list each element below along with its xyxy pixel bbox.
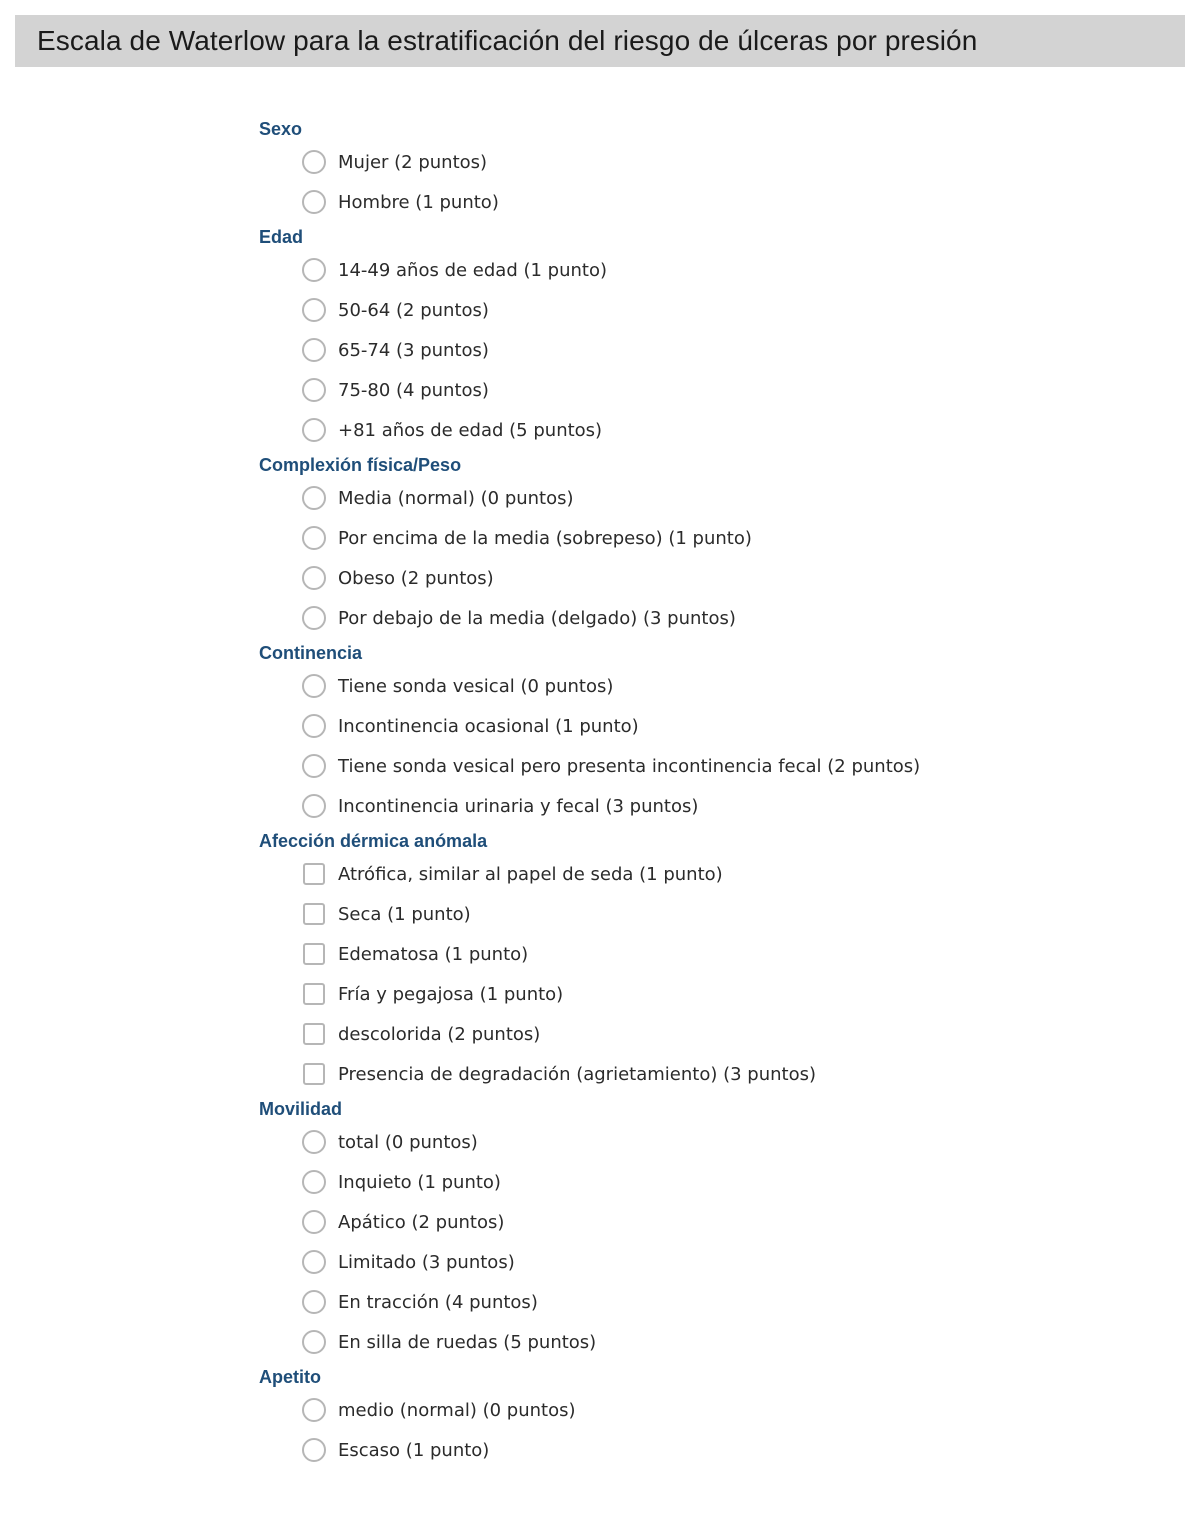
option-label: Tiene sonda vesical (0 puntos) — [338, 675, 614, 697]
option-label: Mujer (2 puntos) — [338, 151, 488, 173]
options-group — [259, 142, 1159, 222]
option-label: Inquieto (1 punto) — [338, 1171, 501, 1193]
checkbox-option[interactable] — [259, 1054, 1159, 1094]
radio-option[interactable] — [259, 250, 1159, 290]
option-label: Por debajo de la media (delgado) (3 puntos) — [338, 607, 736, 629]
section-heading: Sexo — [259, 119, 303, 139]
radio-option[interactable] — [259, 518, 1159, 558]
option-label: Media (normal) (0 puntos) — [338, 487, 574, 509]
option-label: Presencia de degradación (agrietamiento) (3 puntos) — [338, 1063, 816, 1085]
radio-option[interactable] — [259, 330, 1159, 370]
radio-option[interactable] — [259, 786, 1159, 826]
radio-button[interactable] — [302, 190, 326, 214]
radio-option[interactable] — [259, 290, 1159, 330]
section-heading: Afección dérmica anómala — [259, 831, 488, 851]
option-label: En tracción (4 puntos) — [338, 1291, 538, 1313]
checkbox[interactable] — [303, 1023, 325, 1045]
page-title: Escala de Waterlow para la estratificación del riesgo de úlceras por presión — [37, 25, 978, 56]
radio-button[interactable] — [302, 1170, 326, 1194]
radio-button[interactable] — [302, 1330, 326, 1354]
options-group — [259, 478, 1159, 638]
section-heading: Apetito — [259, 1367, 321, 1387]
section-apetito — [259, 1364, 1159, 1470]
radio-button[interactable] — [302, 1130, 326, 1154]
option-label: +81 años de edad (5 puntos) — [338, 419, 603, 441]
radio-option[interactable] — [259, 1122, 1159, 1162]
radio-option[interactable] — [259, 1430, 1159, 1470]
radio-button[interactable] — [302, 714, 326, 738]
option-label: descolorida (2 puntos) — [338, 1023, 541, 1045]
section-complexion-fisica-peso — [259, 452, 1159, 638]
option-label: medio (normal) (0 puntos) — [338, 1399, 576, 1421]
option-label: Fría y pegajosa (1 punto) — [338, 983, 564, 1005]
section-heading: Movilidad — [259, 1099, 343, 1119]
radio-option[interactable] — [259, 706, 1159, 746]
radio-option[interactable] — [259, 1322, 1159, 1362]
option-label: Incontinencia urinaria y fecal (3 puntos) — [338, 795, 699, 817]
radio-option[interactable] — [259, 182, 1159, 222]
radio-button[interactable] — [302, 258, 326, 282]
checkbox-option[interactable] — [259, 1014, 1159, 1054]
option-label: Apático (2 puntos) — [338, 1211, 505, 1233]
radio-option[interactable] — [259, 598, 1159, 638]
radio-button[interactable] — [302, 378, 326, 402]
radio-button[interactable] — [302, 1210, 326, 1234]
checkbox[interactable] — [303, 903, 325, 925]
checkbox-option[interactable] — [259, 854, 1159, 894]
section-afeccion-dermica-anomala — [259, 828, 1159, 1094]
radio-button[interactable] — [302, 1250, 326, 1274]
radio-option[interactable] — [259, 410, 1159, 450]
radio-option[interactable] — [259, 142, 1159, 182]
checkbox-option[interactable] — [259, 974, 1159, 1014]
option-label: 14-49 años de edad (1 punto) — [338, 259, 608, 281]
option-label: Tiene sonda vesical pero presenta incontinencia fecal (2 puntos) — [338, 755, 921, 777]
radio-button[interactable] — [302, 1290, 326, 1314]
section-heading: Edad — [259, 227, 304, 247]
option-label: Limitado (3 puntos) — [338, 1251, 515, 1273]
option-label: 65-74 (3 puntos) — [338, 339, 489, 361]
radio-option[interactable] — [259, 1242, 1159, 1282]
option-label: Seca (1 punto) — [338, 903, 471, 925]
option-label: Edematosa (1 punto) — [338, 943, 529, 965]
radio-button[interactable] — [302, 298, 326, 322]
radio-button[interactable] — [302, 338, 326, 362]
option-label: Obeso (2 puntos) — [338, 567, 494, 589]
option-label: Atrófica, similar al papel de seda (1 punto) — [338, 863, 723, 885]
radio-button[interactable] — [302, 526, 326, 550]
radio-option[interactable] — [259, 1282, 1159, 1322]
radio-option[interactable] — [259, 1162, 1159, 1202]
option-label: 50-64 (2 puntos) — [338, 299, 489, 321]
options-group — [259, 666, 1159, 826]
section-movilidad — [259, 1096, 1159, 1362]
checkbox[interactable] — [303, 943, 325, 965]
radio-option[interactable] — [259, 1390, 1159, 1430]
option-label: Incontinencia ocasional (1 punto) — [338, 715, 639, 737]
radio-option[interactable] — [259, 1202, 1159, 1242]
option-label: 75-80 (4 puntos) — [338, 379, 489, 401]
option-label: Por encima de la media (sobrepeso) (1 punto) — [338, 527, 752, 549]
waterlow-form — [259, 114, 1159, 1470]
checkbox[interactable] — [303, 1063, 325, 1085]
radio-button[interactable] — [302, 486, 326, 510]
section-heading: Continencia — [259, 643, 363, 663]
radio-option[interactable] — [259, 666, 1159, 706]
radio-button[interactable] — [302, 1438, 326, 1462]
section-heading: Complexión física/Peso — [259, 455, 462, 475]
option-label: En silla de ruedas (5 puntos) — [338, 1331, 597, 1353]
title-bar — [15, 15, 1185, 67]
radio-button[interactable] — [302, 794, 326, 818]
radio-option[interactable] — [259, 370, 1159, 410]
options-group — [259, 1390, 1159, 1470]
radio-button[interactable] — [302, 1398, 326, 1422]
radio-button[interactable] — [302, 606, 326, 630]
options-group — [259, 854, 1159, 1094]
options-group — [259, 250, 1159, 450]
radio-option[interactable] — [259, 478, 1159, 518]
checkbox-option[interactable] — [259, 934, 1159, 974]
option-label: total (0 puntos) — [338, 1131, 478, 1153]
radio-option[interactable] — [259, 746, 1159, 786]
section-edad — [259, 224, 1159, 450]
option-label: Escaso (1 punto) — [338, 1439, 490, 1461]
option-label: Hombre (1 punto) — [338, 191, 499, 213]
checkbox[interactable] — [303, 863, 325, 885]
checkbox[interactable] — [303, 983, 325, 1005]
section-continencia — [259, 640, 1159, 826]
radio-button[interactable] — [302, 150, 326, 174]
radio-button[interactable] — [302, 674, 326, 698]
radio-button[interactable] — [302, 418, 326, 442]
section-sexo — [259, 116, 1159, 222]
radio-option[interactable] — [259, 558, 1159, 598]
radio-button[interactable] — [302, 566, 326, 590]
radio-button[interactable] — [302, 754, 326, 778]
checkbox-option[interactable] — [259, 894, 1159, 934]
options-group — [259, 1122, 1159, 1362]
